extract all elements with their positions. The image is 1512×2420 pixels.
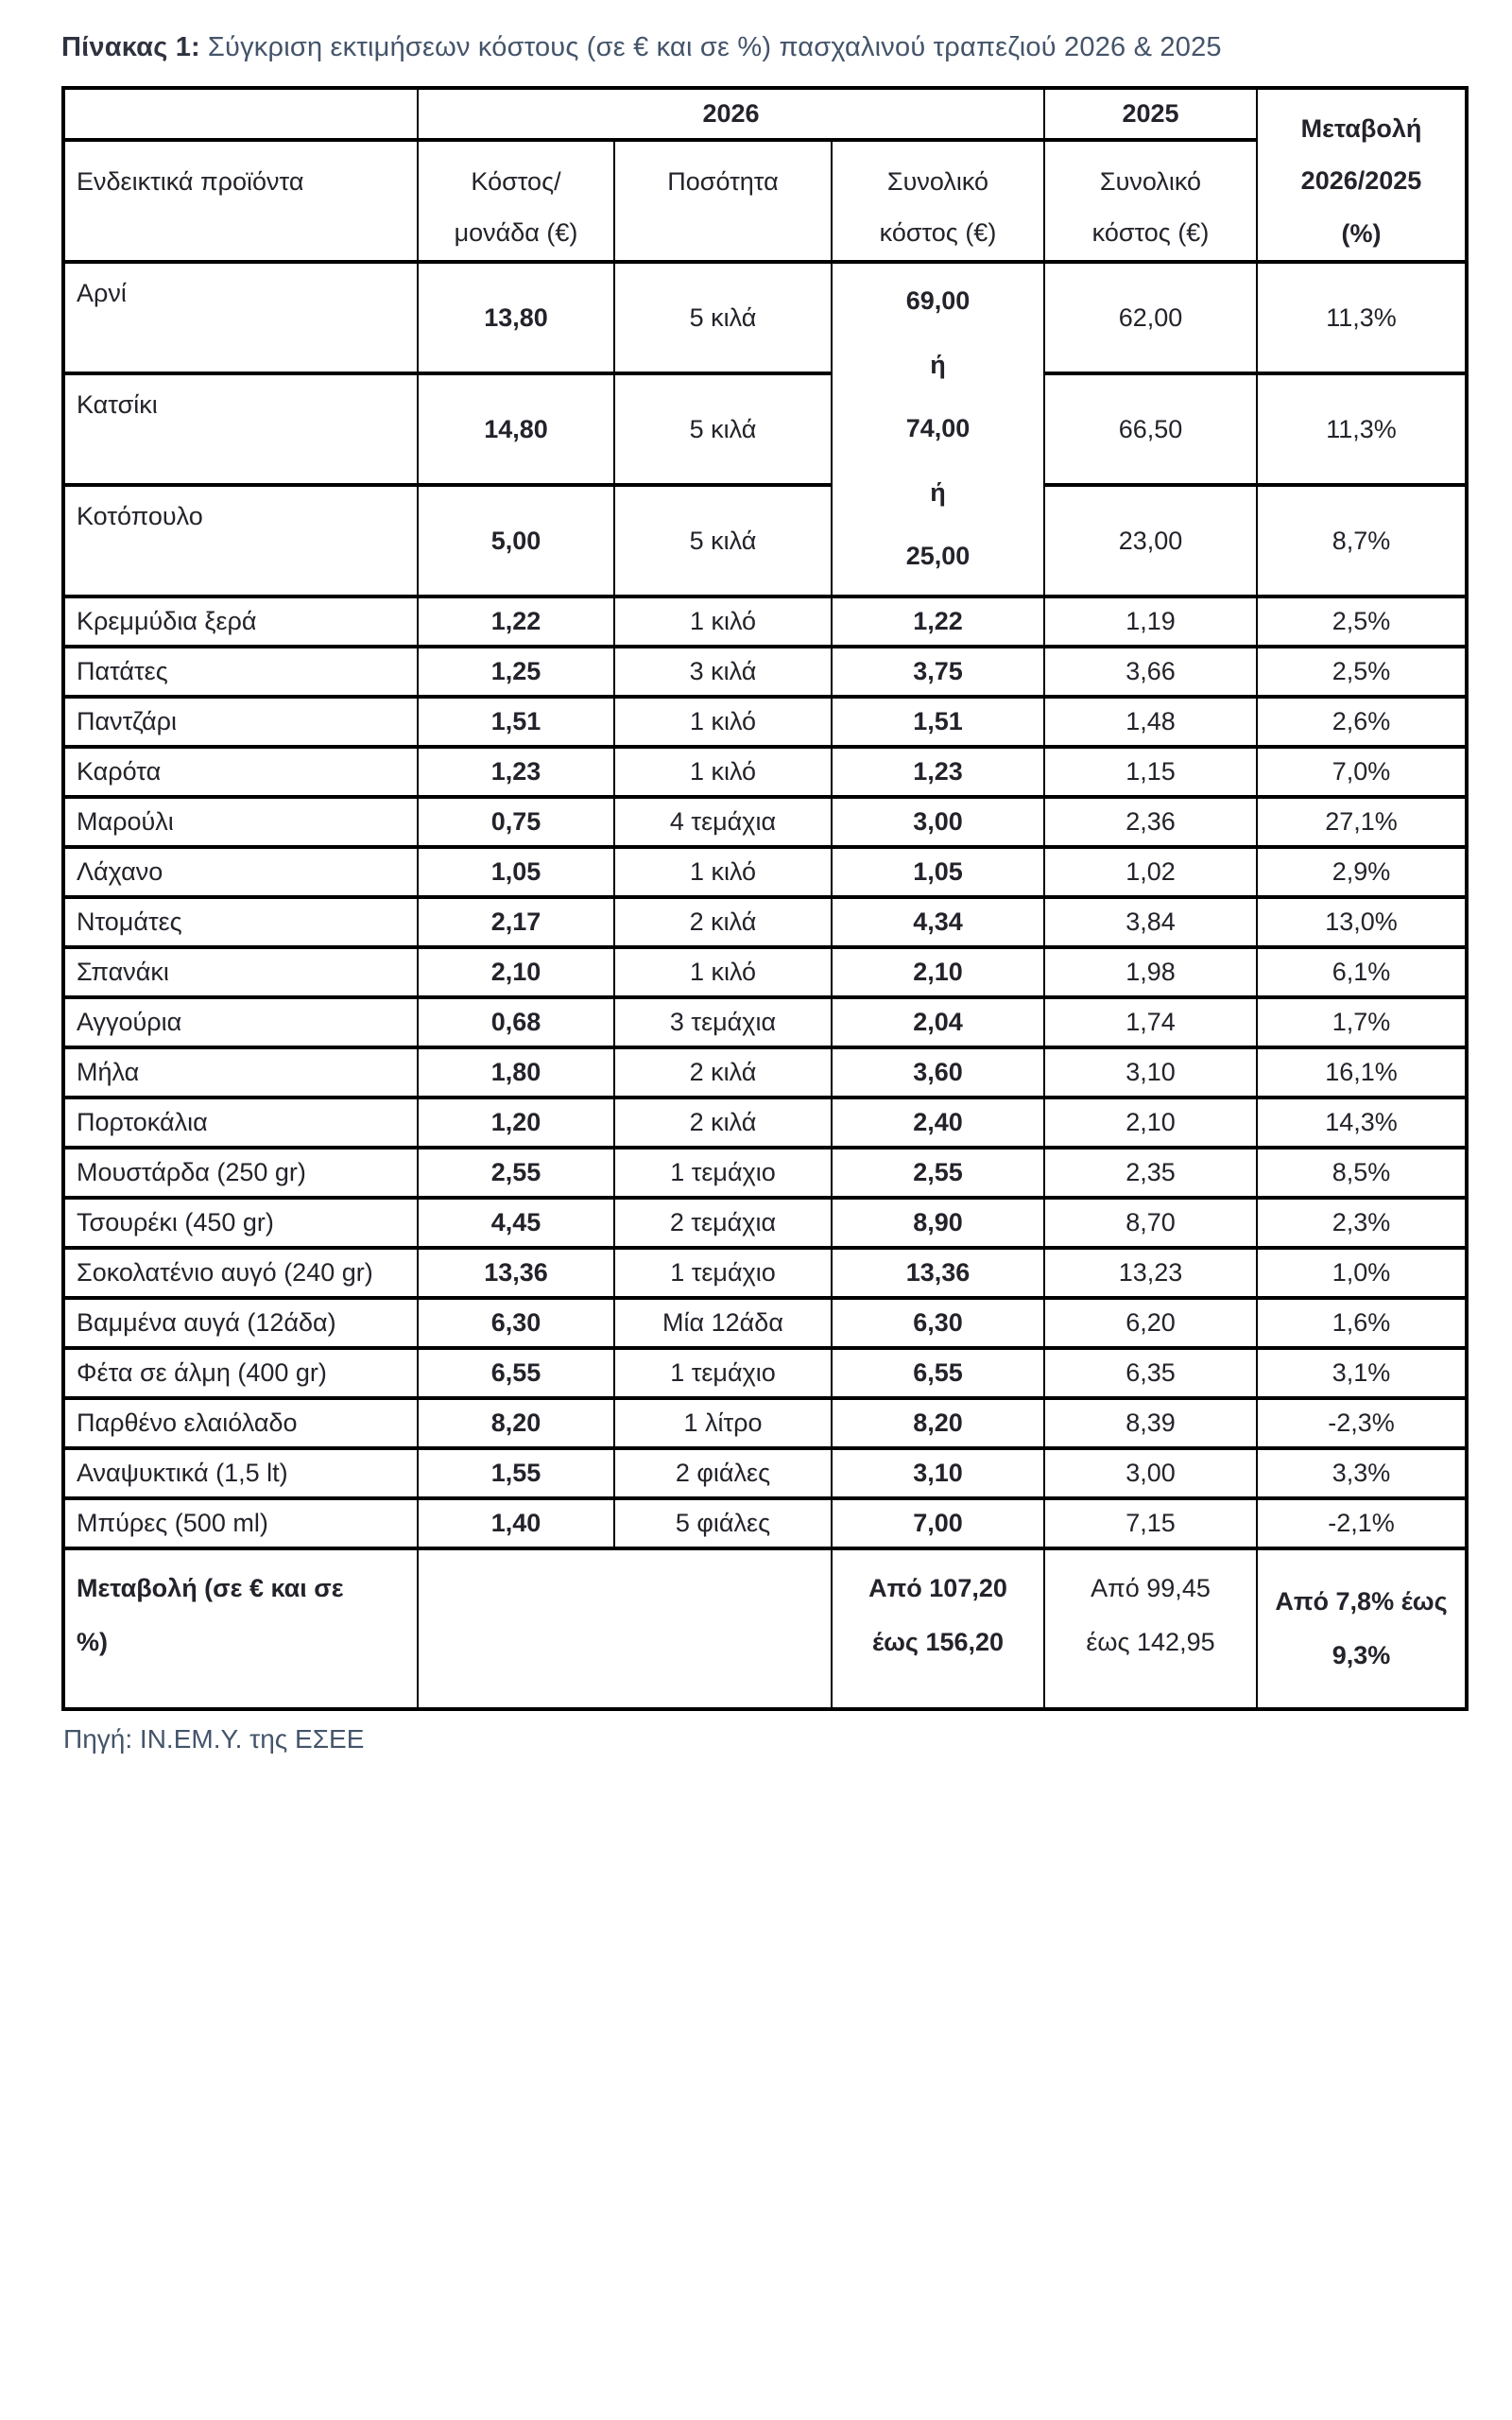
total-2026-cell: 1,05 [832,847,1044,897]
product-name-cell: Μουστάρδα (250 gr) [63,1148,418,1198]
quantity-cell: 1 κιλό [614,596,832,647]
table-title-text: Σύγκριση εκτιμήσεων κόστους (σε € και σε %) πασχαλινού τραπεζιού 2026 & 2025 [207,32,1222,62]
total-2025-cell: 6,35 [1044,1348,1257,1398]
table-row [63,1298,1467,1348]
total-2026-cell: 2,04 [832,997,1044,1047]
table-row-chicken [63,485,1467,596]
total-2025-cell: 3,84 [1044,897,1257,947]
total-2026-cell: 3,10 [832,1448,1044,1498]
summary-total-2026-line1: Από 107,20 [868,1574,1007,1603]
total-2025-cell: 1,15 [1044,747,1257,797]
quantity-cell: 1 τεμάχιο [614,1248,832,1298]
unit-cost-cell: 1,51 [418,697,614,747]
product-name-cell: Λάχανο [63,847,418,897]
change-cell: 2,6% [1257,697,1467,747]
unit-cost-cell: 1,25 [418,647,614,697]
unit-cost-header-line2: μονάδα (€) [454,217,578,247]
change-cell: 1,0% [1257,1248,1467,1298]
total-2025-cell: 8,70 [1044,1198,1257,1248]
table-row [63,1398,1467,1448]
total-2025-cell: 13,23 [1044,1248,1257,1298]
summary-label-cell [63,1548,418,1709]
unit-cost-cell: 8,20 [418,1398,614,1448]
total-cost-2025-header-cell [1044,140,1257,262]
product-name-cell: Βαμμένα αυγά (12άδα) [63,1298,418,1348]
summary-change-line1: Από 7,8% έως [1275,1587,1448,1616]
unit-cost-cell: 6,30 [418,1298,614,1348]
total-2025-cell: 1,48 [1044,697,1257,747]
total-2025-cell: 62,00 [1044,262,1257,373]
change-cell: 2,9% [1257,847,1467,897]
total-2026-cell: 1,51 [832,697,1044,747]
total-2025-cell: 66,50 [1044,373,1257,485]
change-header-line2: 2026/2025 [1300,166,1422,196]
quantity-cell: 1 κιλό [614,747,832,797]
meat-total-option-3: 25,00 [905,542,971,571]
unit-cost-cell: 1,05 [418,847,614,897]
change-cell: 2,5% [1257,647,1467,697]
total-2026-cell: 1,23 [832,747,1044,797]
table-row [63,1498,1467,1548]
total-2026-cell: 2,10 [832,947,1044,997]
unit-cost-cell: 1,40 [418,1498,614,1548]
change-cell: 16,1% [1257,1047,1467,1098]
table-row [63,1248,1467,1298]
change-header-line1: Μεταβολή [1300,114,1422,143]
cost-comparison-table [61,86,1469,1711]
unit-cost-cell: 1,80 [418,1047,614,1098]
quantity-cell: 5 φιάλες [614,1498,832,1548]
change-cell: 1,6% [1257,1298,1467,1348]
total-2026-cell: 8,90 [832,1198,1044,1248]
meat-total-option-1: 69,00 [905,286,971,316]
product-name-cell: Παρθένο ελαιόλαδο [63,1398,418,1448]
total-2025-cell: 1,02 [1044,847,1257,897]
change-cell: 3,1% [1257,1348,1467,1398]
unit-cost-header-cell [418,140,614,262]
table-row [63,897,1467,947]
total-cost-2026-header-cell [832,140,1044,262]
change-cell: 11,3% [1257,373,1467,485]
product-name-cell: Κοτόπουλο [63,485,418,596]
total-2026-header-line2: κόστος (€) [879,217,997,247]
quantity-cell: 3 τεμάχια [614,997,832,1047]
total-2026-cell: 1,22 [832,596,1044,647]
change-cell: 3,3% [1257,1448,1467,1498]
summary-change-line2: 9,3% [1332,1641,1391,1670]
table-row [63,747,1467,797]
unit-cost-cell: 14,80 [418,373,614,485]
change-cell: 13,0% [1257,897,1467,947]
total-2025-cell: 23,00 [1044,485,1257,596]
total-2025-cell: 1,74 [1044,997,1257,1047]
change-header-line3: (%) [1341,218,1382,248]
quantity-cell: 2 κιλά [614,897,832,947]
empty-corner-cell [63,88,418,140]
total-2025-cell: 3,66 [1044,647,1257,697]
total-2026-cell: 6,55 [832,1348,1044,1398]
summary-total-2026-line2: έως 156,20 [871,1627,1005,1656]
summary-label-line1: Μεταβολή (σε € και σε [77,1574,344,1603]
total-2026-cell: 2,40 [832,1098,1044,1148]
unit-cost-cell: 0,75 [418,797,614,847]
total-2025-cell: 2,10 [1044,1098,1257,1148]
product-name-cell: Πορτοκάλια [63,1098,418,1148]
total-2025-cell: 3,00 [1044,1448,1257,1498]
quantity-cell: 1 κιλό [614,947,832,997]
change-cell: 11,3% [1257,262,1467,373]
quantity-cell: 2 τεμάχια [614,1198,832,1248]
unit-cost-cell: 1,55 [418,1448,614,1498]
year-2025-header-cell: 2025 [1044,88,1257,140]
product-name-cell: Καρότα [63,747,418,797]
products-header-cell: Ενδεικτικά προϊόντα [63,140,418,262]
change-cell: -2,3% [1257,1398,1467,1448]
total-2025-header-line1: Συνολικό [1099,166,1202,196]
summary-empty-cell [418,1548,832,1709]
change-header-cell [1257,88,1467,262]
product-name-cell: Μπύρες (500 ml) [63,1498,418,1548]
total-2025-header-line2: κόστος (€) [1091,217,1210,247]
table-row [63,697,1467,747]
summary-row [63,1548,1467,1709]
table-row [63,1348,1467,1398]
unit-cost-header-line1: Κόστος/ [471,166,561,196]
quantity-cell: 1 κιλό [614,847,832,897]
product-name-cell: Κρεμμύδια ξερά [63,596,418,647]
unit-cost-cell: 1,20 [418,1098,614,1148]
quantity-cell: 1 τεμάχιο [614,1148,832,1198]
product-name-cell: Παντζάρι [63,697,418,747]
total-2026-cell: 2,55 [832,1148,1044,1198]
table-row [63,1448,1467,1498]
total-2025-cell: 7,15 [1044,1498,1257,1548]
total-2026-cell: 7,00 [832,1498,1044,1548]
change-cell: 7,0% [1257,747,1467,797]
product-name-cell: Αγγούρια [63,997,418,1047]
quantity-cell: 4 τεμάχια [614,797,832,847]
product-name-cell: Σοκολατένιο αυγό (240 gr) [63,1248,418,1298]
change-cell: 1,7% [1257,997,1467,1047]
unit-cost-cell: 1,23 [418,747,614,797]
total-2025-cell: 2,36 [1044,797,1257,847]
quantity-header-cell: Ποσότητα [614,140,832,262]
product-name-cell: Αρνί [63,262,418,373]
year-2026-header-cell: 2026 [418,88,1044,140]
quantity-cell: 2 φιάλες [614,1448,832,1498]
table-row [63,847,1467,897]
product-name-cell: Ντομάτες [63,897,418,947]
table-row [63,596,1467,647]
product-name-cell: Φέτα σε άλμη (400 gr) [63,1348,418,1398]
table-row [63,647,1467,697]
total-2025-cell: 6,20 [1044,1298,1257,1348]
quantity-cell: 2 κιλά [614,1098,832,1148]
product-name-cell: Αναψυκτικά (1,5 lt) [63,1448,418,1498]
quantity-cell: 5 κιλά [614,262,832,373]
summary-total-2026-cell [832,1548,1044,1709]
column-header-row [63,140,1467,262]
unit-cost-cell: 1,22 [418,596,614,647]
total-2026-cell: 13,36 [832,1248,1044,1298]
total-2026-cell: 3,60 [832,1047,1044,1098]
change-cell: 14,3% [1257,1098,1467,1148]
product-name-cell: Πατάτες [63,647,418,697]
table-row [63,947,1467,997]
total-2025-cell: 3,10 [1044,1047,1257,1098]
page-title [61,32,1465,63]
source-note: Πηγή: ΙΝ.ΕΜ.Υ. της ΕΣΕΕ [63,1724,365,1754]
unit-cost-cell: 13,80 [418,262,614,373]
meat-total-or-1: ή [930,350,946,379]
quantity-cell: 3 κιλά [614,647,832,697]
unit-cost-cell: 2,55 [418,1148,614,1198]
unit-cost-cell: 13,36 [418,1248,614,1298]
summary-label-line2: %) [77,1627,108,1656]
change-cell: 2,5% [1257,596,1467,647]
unit-cost-cell: 5,00 [418,485,614,596]
table-row-lamb [63,262,1467,373]
product-name-cell: Μαρούλι [63,797,418,847]
meat-total-option-2: 74,00 [905,414,971,443]
table-row [63,797,1467,847]
table-row [63,1098,1467,1148]
total-2025-cell: 1,19 [1044,596,1257,647]
total-2026-header-line1: Συνολικό [886,166,989,196]
total-2026-cell: 6,30 [832,1298,1044,1348]
unit-cost-cell: 6,55 [418,1348,614,1398]
quantity-cell: 1 λίτρο [614,1398,832,1448]
unit-cost-cell: 2,10 [418,947,614,997]
summary-total-2025-line2: έως 142,95 [1086,1627,1215,1656]
quantity-cell: 5 κιλά [614,485,832,596]
table-row [63,1148,1467,1198]
quantity-cell: Μία 12άδα [614,1298,832,1348]
table-row [63,997,1467,1047]
change-cell: 2,3% [1257,1198,1467,1248]
table-row-goat [63,373,1467,485]
quantity-cell: 5 κιλά [614,373,832,485]
unit-cost-cell: 0,68 [418,997,614,1047]
table-number-label: Πίνακας 1: [61,32,200,62]
quantity-cell: 1 τεμάχιο [614,1348,832,1398]
unit-cost-cell: 4,45 [418,1198,614,1248]
change-cell: 8,7% [1257,485,1467,596]
change-cell: 6,1% [1257,947,1467,997]
unit-cost-cell: 2,17 [418,897,614,947]
change-cell: -2,1% [1257,1498,1467,1548]
change-cell: 8,5% [1257,1148,1467,1198]
summary-change-cell [1257,1548,1467,1709]
meat-total-2026-merged-cell [832,262,1044,596]
total-2025-cell: 1,98 [1044,947,1257,997]
product-name-cell: Τσουρέκι (450 gr) [63,1198,418,1248]
quantity-cell: 2 κιλά [614,1047,832,1098]
product-name-cell: Μήλα [63,1047,418,1098]
total-2026-cell: 8,20 [832,1398,1044,1448]
table-row [63,1047,1467,1098]
summary-total-2025-cell [1044,1548,1257,1709]
change-cell: 27,1% [1257,797,1467,847]
meat-total-or-2: ή [930,477,946,507]
summary-total-2025-line1: Από 99,45 [1091,1574,1211,1603]
total-2026-cell: 3,75 [832,647,1044,697]
product-name-cell: Κατσίκι [63,373,418,485]
total-2026-cell: 3,00 [832,797,1044,847]
total-2025-cell: 8,39 [1044,1398,1257,1448]
total-2026-cell: 4,34 [832,897,1044,947]
quantity-cell: 1 κιλό [614,697,832,747]
table-row [63,1198,1467,1248]
year-group-header-row [63,88,1467,140]
total-2025-cell: 2,35 [1044,1148,1257,1198]
product-name-cell: Σπανάκι [63,947,418,997]
